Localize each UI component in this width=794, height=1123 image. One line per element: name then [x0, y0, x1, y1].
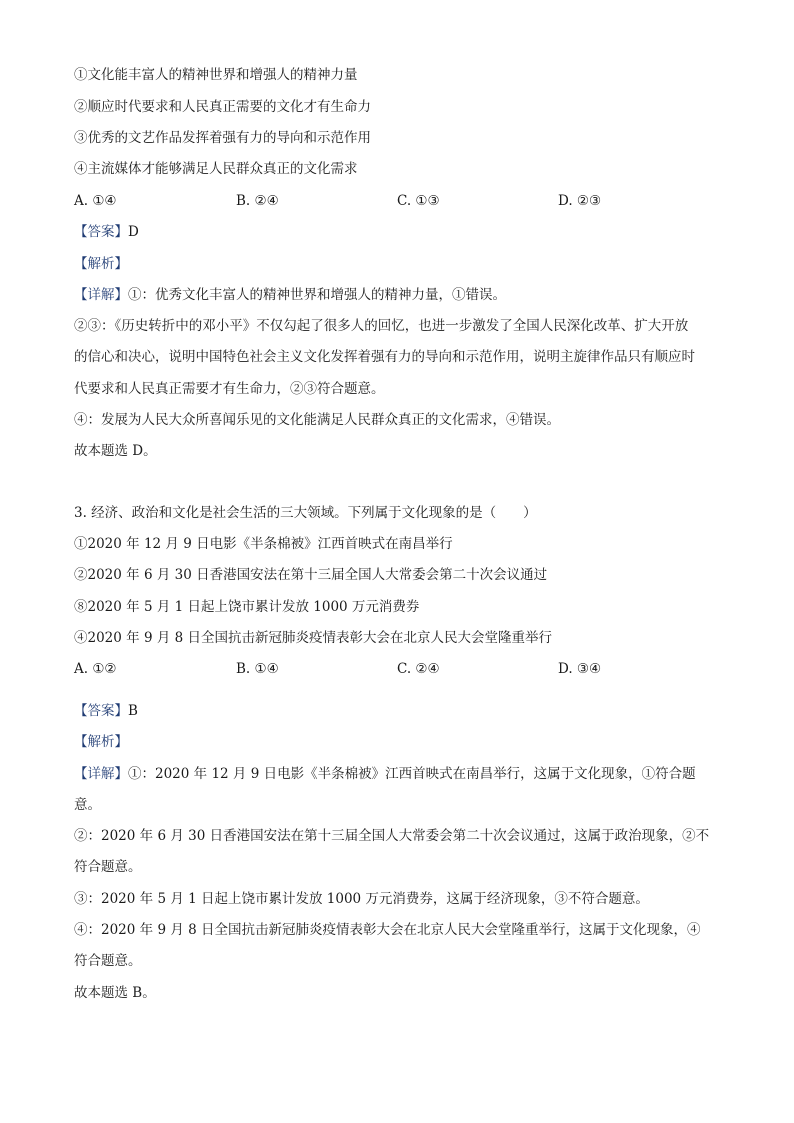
q2-answer-value: D	[128, 224, 139, 240]
q3-answer-value: B	[128, 703, 138, 719]
q3-conclusion: 故本题选 B。	[74, 985, 156, 1001]
q3-detail-line-7: 符合题意。	[74, 953, 142, 969]
q2-answer	[74, 222, 724, 242]
q2-analysis-label: 【解析】	[74, 256, 128, 272]
q2-statement-3: ③优秀的文艺作品发挥着强有力的导向和示范作用	[74, 130, 371, 146]
q3-detail-line-1	[74, 764, 724, 784]
q2-detail-line-3: 的信心和决心，说明中国特色社会主义文化发挥着强有力的导向和示范作用，说明主旋律作品只有顺应时	[74, 349, 695, 365]
q3-answer-label: 【答案】	[74, 703, 128, 719]
q3-detail-line-2: 意。	[74, 797, 101, 813]
q3-option-a: A. ①②	[74, 661, 117, 677]
q3-stem: 3. 经济、政治和文化是社会生活的三大领域。下列属于文化现象的是（ ）	[74, 505, 537, 521]
q3-option-b: B. ①④	[236, 661, 279, 677]
q2-statement-4: ④主流媒体才能够满足人民群众真正的文化需求	[74, 161, 358, 177]
q2-statement-2: ②顺应时代要求和人民真正需要的文化才有生命力	[74, 99, 371, 115]
q3-option-c: C. ②④	[397, 661, 440, 677]
q3-statement-2: ②2020 年 6 月 30 日香港国安法在第十三届全国人大常委会第二十次会议通过	[74, 567, 548, 583]
q3-detail-label: 【详解】	[74, 766, 128, 782]
q2-answer-label: 【答案】	[74, 224, 128, 240]
q2-option-a: A. ①④	[74, 193, 117, 209]
q2-conclusion: 故本题选 D。	[74, 443, 157, 459]
q3-option-d: D. ③④	[558, 661, 602, 677]
q2-detail-label: 【详解】	[74, 287, 128, 303]
q3-detail-line-4: 符合题意。	[74, 859, 142, 875]
q3-detail-line-3: ②：2020 年 6 月 30 日香港国安法在第十三届全国人大常委会第二十次会议通过，这属于政治现象，②不	[74, 828, 710, 844]
q3-detail-text-1: ①：2020 年 12 月 9 日电影《半条棉被》江西首映式在南昌举行，这属于文化现象，①符合题	[128, 766, 696, 782]
q2-statement-1: ①文化能丰富人的精神世界和增强人的精神力量	[74, 67, 358, 83]
q2-option-b: B. ②④	[236, 193, 279, 209]
q3-statement-4: ④2020 年 9 月 8 日全国抗击新冠肺炎疫情表彰大会在北京人民大会堂隆重举行	[74, 630, 552, 646]
q2-option-d: D. ②③	[558, 193, 602, 209]
q2-detail-line-4: 代要求和人民真正需要才有生命力，②③符合题意。	[74, 381, 385, 397]
q3-answer	[74, 701, 724, 721]
q3-detail-line-6: ④：2020 年 9 月 8 日全国抗击新冠肺炎疫情表彰大会在北京人民大会堂隆重举行，这属于文化现象，④	[74, 922, 701, 938]
q2-detail-line-2: ②③：《历史转折中的邓小平》不仅勾起了很多人的回忆，也进一步激发了全国人民深化改革、扩大开放	[74, 318, 689, 334]
q3-statement-1: ①2020 年 12 月 9 日电影《半条棉被》江西首映式在南昌举行	[74, 536, 453, 552]
q3-statement-3: ⑧2020 年 5 月 1 日起上饶市累计发放 1000 万元消费券	[74, 599, 420, 615]
q3-detail-line-5: ③：2020 年 5 月 1 日起上饶市累计发放 1000 万元消费券，这属于经济现象，③不符合题意。	[74, 891, 649, 907]
q3-analysis-label: 【解析】	[74, 734, 128, 750]
q2-option-c: C. ①③	[397, 193, 440, 209]
q2-detail-line-1	[74, 285, 724, 305]
q2-detail-line-5: ④：发展为人民大众所喜闻乐见的文化能满足人民群众真正的文化需求，④错误。	[74, 412, 560, 428]
q2-detail-text-1: ①：优秀文化丰富人的精神世界和增强人的精神力量，①错误。	[128, 287, 506, 303]
